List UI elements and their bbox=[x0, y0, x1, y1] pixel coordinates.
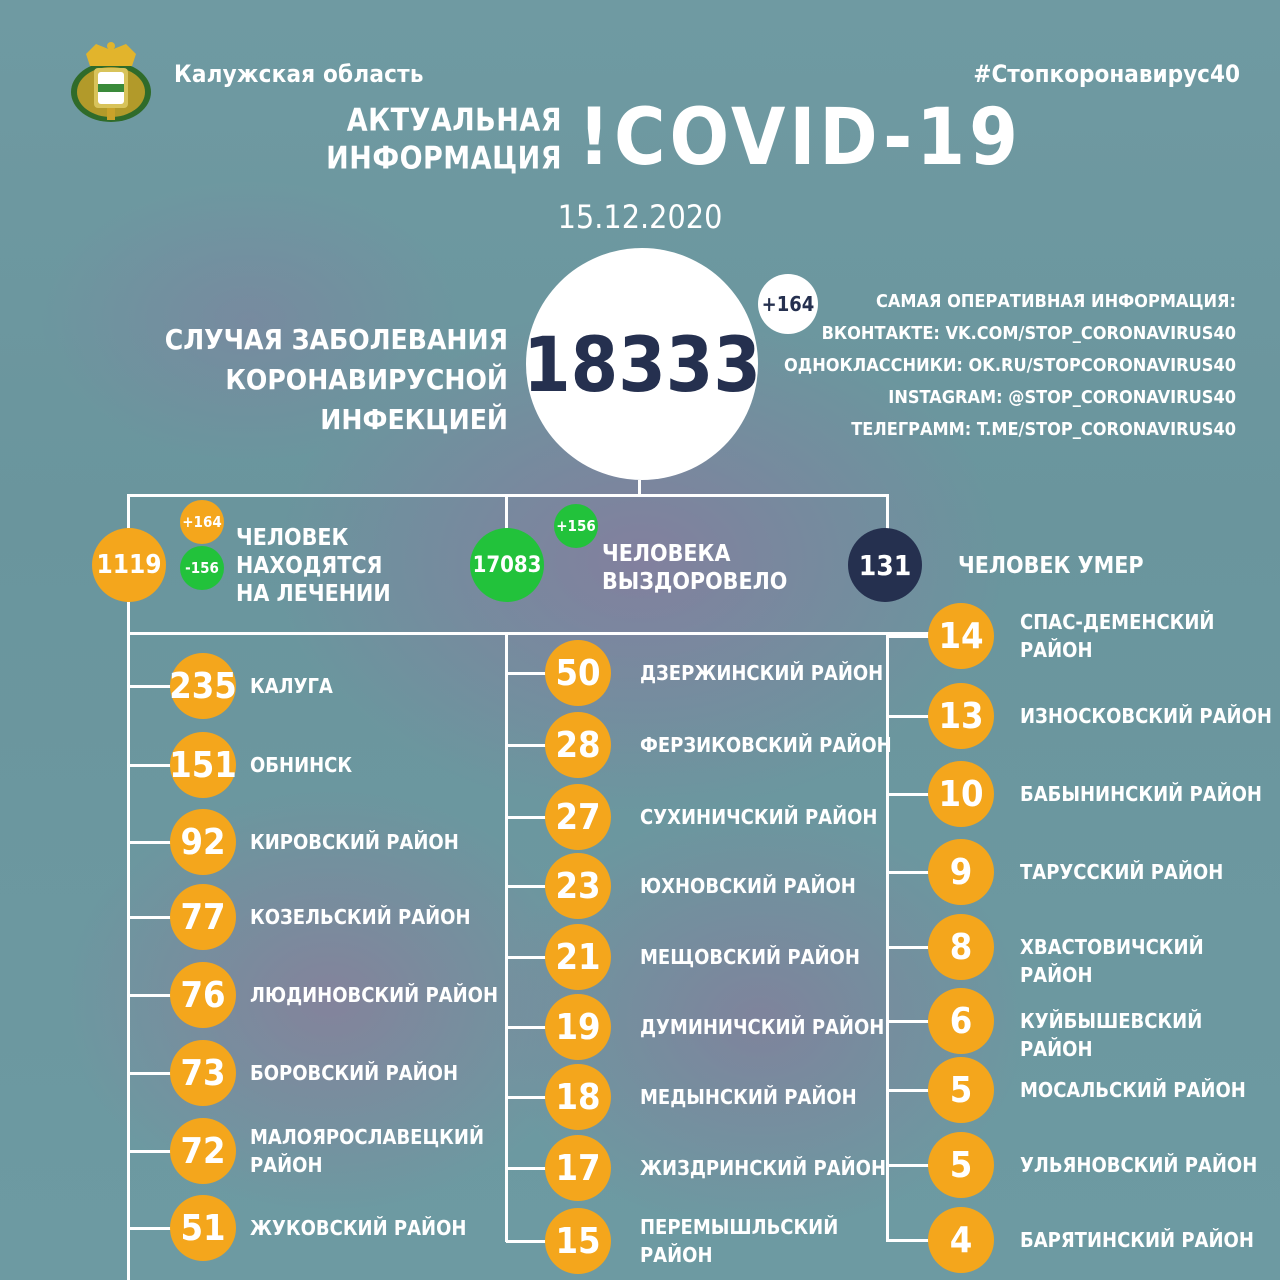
total-cases-delta: +164 bbox=[758, 274, 818, 334]
district-connector bbox=[506, 816, 549, 819]
district-connector bbox=[506, 885, 549, 888]
district-name: КУЙБЫШЕВСКИЙ РАЙОН bbox=[1020, 1009, 1203, 1061]
district-name: ЮХНОВСКИЙ РАЙОН bbox=[640, 874, 856, 898]
district-connector bbox=[128, 1072, 174, 1075]
died-label: ЧЕЛОВЕК УМЕР bbox=[958, 553, 1144, 579]
district-connector bbox=[506, 1240, 549, 1243]
district-connector bbox=[506, 1096, 549, 1099]
district-connector bbox=[887, 1020, 932, 1023]
district-count-circle: 235 bbox=[170, 653, 236, 719]
info-links bbox=[784, 286, 1236, 446]
district-name: ОБНИНСК bbox=[250, 753, 353, 777]
died-circle: 131 bbox=[848, 528, 922, 602]
district-count-circle: 23 bbox=[545, 853, 611, 919]
district-name: БАБЫНИНСКИЙ РАЙОН bbox=[1020, 782, 1262, 806]
district-connector bbox=[506, 956, 549, 959]
district-count-circle: 9 bbox=[928, 839, 994, 905]
district-count-circle: 51 bbox=[170, 1195, 236, 1261]
district-count-circle: 14 bbox=[928, 603, 994, 669]
district-name: ЖУКОВСКИЙ РАЙОН bbox=[250, 1216, 467, 1240]
district-count-circle: 5 bbox=[928, 1057, 994, 1123]
district-name: УЛЬЯНОВСКИЙ РАЙОН bbox=[1020, 1153, 1258, 1177]
district-connector bbox=[506, 1026, 549, 1029]
hashtag: #Стопкоронавирус40 bbox=[973, 60, 1240, 88]
district-name: КОЗЕЛЬСКИЙ РАЙОН bbox=[250, 905, 471, 929]
district-count-circle: 8 bbox=[928, 914, 994, 980]
district-connector bbox=[128, 1150, 174, 1153]
recovered-label bbox=[602, 540, 787, 596]
district-name: ЛЮДИНОВСКИЙ РАЙОН bbox=[250, 983, 499, 1007]
title-line-1: АКТУАЛЬНАЯ bbox=[346, 102, 562, 139]
district-count-circle: 27 bbox=[545, 784, 611, 850]
connector-mid-bar bbox=[127, 632, 955, 635]
district-name: МЕДЫНСКИЙ РАЙОН bbox=[640, 1085, 857, 1109]
district-count-circle: 73 bbox=[170, 1040, 236, 1106]
treatment-label-line-1: ЧЕЛОВЕК bbox=[236, 525, 349, 551]
treatment-circle: 1119 bbox=[92, 528, 166, 602]
district-connector bbox=[887, 871, 932, 874]
treatment-label-line-3: НА ЛЕЧЕНИИ bbox=[236, 581, 391, 607]
district-connector bbox=[887, 1089, 932, 1092]
recovered-plus-badge: +156 bbox=[554, 504, 598, 548]
district-connector bbox=[506, 672, 549, 675]
district-count-circle: 76 bbox=[170, 962, 236, 1028]
district-count-circle: 5 bbox=[928, 1132, 994, 1198]
district-name: КИРОВСКИЙ РАЙОН bbox=[250, 830, 459, 854]
district-name: МОСАЛЬСКИЙ РАЙОН bbox=[1020, 1078, 1246, 1102]
report-date: 15.12.2020 bbox=[557, 198, 723, 236]
district-name: ХВАСТОВИЧСКИЙ РАЙОН bbox=[1020, 935, 1204, 987]
treatment-minus-badge: -156 bbox=[180, 546, 224, 590]
district-connector bbox=[887, 946, 932, 949]
district-count-circle: 151 bbox=[170, 732, 236, 798]
district-connector bbox=[887, 635, 932, 638]
district-name: ЖИЗДРИНСКИЙ РАЙОН bbox=[640, 1156, 887, 1180]
total-cases-circle: 18333 bbox=[526, 248, 758, 480]
district-count-circle: 4 bbox=[928, 1207, 994, 1273]
info-telegram-link: ТЕЛЕГРАММ: T.ME/STOP_CORONAVIRUS40 bbox=[851, 419, 1236, 440]
cases-label bbox=[40, 320, 508, 440]
district-name: ДУМИНИЧСКИЙ РАЙОН bbox=[640, 1015, 885, 1039]
district-name: ПЕРЕМЫШЛЬСКИЙ РАЙОН bbox=[640, 1215, 839, 1267]
district-connector bbox=[128, 1227, 174, 1230]
district-name: СУХИНИЧСКИЙ РАЙОН bbox=[640, 805, 878, 829]
district-name: КАЛУГА bbox=[250, 674, 333, 698]
district-count-circle: 15 bbox=[545, 1208, 611, 1274]
district-count-circle: 21 bbox=[545, 924, 611, 990]
connector-col1-drop bbox=[127, 494, 130, 1280]
district-connector bbox=[128, 994, 174, 997]
district-connector bbox=[887, 793, 932, 796]
district-name: СПАС-ДЕМЕНСКИЙ РАЙОН bbox=[1020, 610, 1215, 662]
district-connector bbox=[128, 685, 174, 688]
district-name: ДЗЕРЖИНСКИЙ РАЙОН bbox=[640, 661, 884, 685]
recovered-circle: 17083 bbox=[470, 528, 544, 602]
district-connector bbox=[887, 1239, 932, 1242]
info-heading: САМАЯ ОПЕРАТИВНАЯ ИНФОРМАЦИЯ: bbox=[875, 291, 1236, 312]
district-connector bbox=[506, 744, 549, 747]
district-connector bbox=[128, 841, 174, 844]
district-name: МЕЩОВСКИЙ РАЙОН bbox=[640, 945, 860, 969]
title-line-2: ИНФОРМАЦИЯ bbox=[326, 140, 562, 177]
treatment-plus-badge: +164 bbox=[180, 500, 224, 544]
district-name: БАРЯТИНСКИЙ РАЙОН bbox=[1020, 1228, 1254, 1252]
treatment-label-line-2: НАХОДЯТСЯ bbox=[236, 553, 383, 579]
district-count-circle: 28 bbox=[545, 712, 611, 778]
cases-label-line-1: СЛУЧАЯ ЗАБОЛЕВАНИЯ bbox=[164, 323, 508, 356]
connector-col2-trunk bbox=[505, 632, 508, 1242]
region-name: Калужская область bbox=[174, 60, 424, 88]
treatment-label bbox=[236, 524, 391, 608]
district-connector bbox=[128, 916, 174, 919]
district-name: МАЛОЯРОСЛАВЕЦКИЙ РАЙОН bbox=[250, 1125, 485, 1177]
district-count-circle: 72 bbox=[170, 1118, 236, 1184]
coat-of-arms-icon bbox=[66, 36, 156, 126]
title-subtitle bbox=[300, 102, 562, 178]
page-title: !COVID-19 bbox=[578, 93, 1022, 183]
recovered-label-line-2: ВЫЗДОРОВЕЛО bbox=[602, 569, 788, 595]
district-connector bbox=[887, 1164, 932, 1167]
district-count-circle: 10 bbox=[928, 761, 994, 827]
district-name: ФЕРЗИКОВСКИЙ РАЙОН bbox=[640, 733, 892, 757]
district-count-circle: 17 bbox=[545, 1135, 611, 1201]
district-count-circle: 6 bbox=[928, 988, 994, 1054]
district-count-circle: 92 bbox=[170, 809, 236, 875]
info-vk-link: ВКОНТАКТЕ: VK.COM/STOP_CORONAVIRUS40 bbox=[821, 323, 1236, 344]
connector-top-bar bbox=[127, 494, 889, 497]
district-connector bbox=[506, 1167, 549, 1170]
district-connector bbox=[887, 715, 932, 718]
district-name: ТАРУССКИЙ РАЙОН bbox=[1020, 860, 1224, 884]
recovered-label-line-1: ЧЕЛОВЕКА bbox=[602, 541, 731, 567]
connector-col3-trunk bbox=[886, 632, 889, 1242]
info-instagram-link: INSTAGRAM: @STOP_CORONAVIRUS40 bbox=[888, 387, 1236, 408]
district-connector bbox=[128, 764, 174, 767]
district-count-circle: 18 bbox=[545, 1064, 611, 1130]
district-name: БОРОВСКИЙ РАЙОН bbox=[250, 1061, 458, 1085]
district-name: ИЗНОСКОВСКИЙ РАЙОН bbox=[1020, 704, 1272, 728]
district-count-circle: 13 bbox=[928, 683, 994, 749]
cases-label-line-2: КОРОНАВИРУСНОЙ ИНФЕКЦИЕЙ bbox=[225, 363, 508, 436]
district-count-circle: 50 bbox=[545, 640, 611, 706]
info-ok-link: ОДНОКЛАССНИКИ: OK.RU/STOPCORONAVIRUS40 bbox=[784, 355, 1236, 376]
district-count-circle: 19 bbox=[545, 994, 611, 1060]
district-count-circle: 77 bbox=[170, 884, 236, 950]
